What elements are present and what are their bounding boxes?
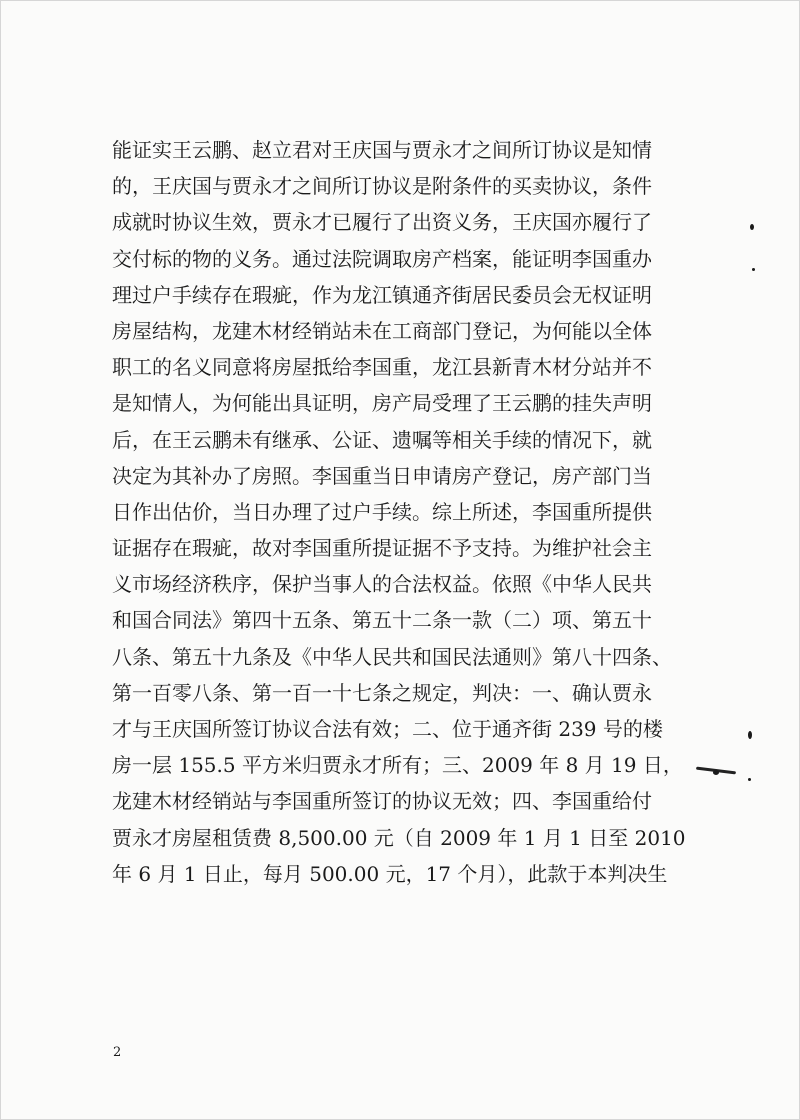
text-line-21: 年 6 月 1 日止，每月 500.00 元，17 个月），此款于本判决生 — [112, 861, 668, 886]
text-line-11: 日作出估价，当日办理了过户手续。综上所述，李国重所提供 — [112, 499, 652, 524]
page-number: 2 — [113, 1045, 122, 1060]
text-line-8: 是知情人，为何能出具证明，房产局受理了王云鹏的挂失声明 — [112, 391, 652, 416]
text-line-9: 后，在王云鹏未有继承、公证、遗嘱等相关手续的情况下，就 — [112, 427, 652, 452]
text-line-4: 交付标的物的义务。通过法院调取房产档案，能证明李国重办 — [112, 246, 652, 271]
document-body — [112, 132, 697, 892]
text-line-1: 能证实王云鹏、赵立君对王庆国与贾永才之间所订协议是知情 — [112, 138, 652, 162]
text-line-17: 才与王庆国所签订协议合法有效；二、位于通齐街 239 号的楼 — [112, 717, 663, 741]
text-line-13: 义市场经济秩序，保护当事人的合法权益。依照《中华人民共 — [112, 572, 652, 597]
text-line-20: 贾永才房屋租赁费 8,500.00 元（自 2009 年 1 月 1 日至 2010 — [112, 825, 686, 850]
text-line-2: 的，王庆国与贾永才之间所订协议是附条件的买卖协议，条件 — [112, 174, 652, 199]
text-line-5: 理过户手续存在瑕疵，作为龙江镇通齐街居民委员会无权证明 — [112, 282, 652, 307]
text-line-16: 第一百零八条、第一百一十七条之规定，判决：一、确认贾永 — [112, 680, 652, 705]
scan-speck — [752, 268, 755, 271]
scan-speck — [750, 224, 754, 230]
text-line-6: 房屋结构，龙建木材经销站未在工商部门登记，为何能以全体 — [112, 318, 652, 343]
text-line-10: 决定为其补办了房照。李国重当日申请房产登记，房产部门当 — [112, 463, 652, 488]
scan-speck — [713, 770, 719, 775]
text-line-18: 房一层 155.5 平方米归贾永才所有；三、2009 年 8 月 19 日， — [112, 753, 683, 778]
text-line-14: 和国合同法》第四十五条、第五十二条一款（二）项、第五十 — [112, 608, 652, 633]
scan-speck — [748, 778, 751, 781]
text-line-3: 成就时协议生效，贾永才已履行了出资义务，王庆国亦履行了 — [112, 210, 652, 235]
text-line-12: 证据存在瑕疵，故对李国重所提证据不予支持。为维护社会主 — [112, 536, 652, 561]
text-line-7: 职工的名义同意将房屋抵给李国重，龙江县新青木材分站并不 — [112, 355, 652, 380]
text-line-19: 龙建木材经销站与李国重所签订的协议无效；四、李国重给付 — [112, 789, 652, 814]
text-line-15: 八条、第五十九条及《中华人民共和国民法通则》第八十四条、 — [112, 644, 672, 669]
scan-speck — [748, 731, 752, 739]
